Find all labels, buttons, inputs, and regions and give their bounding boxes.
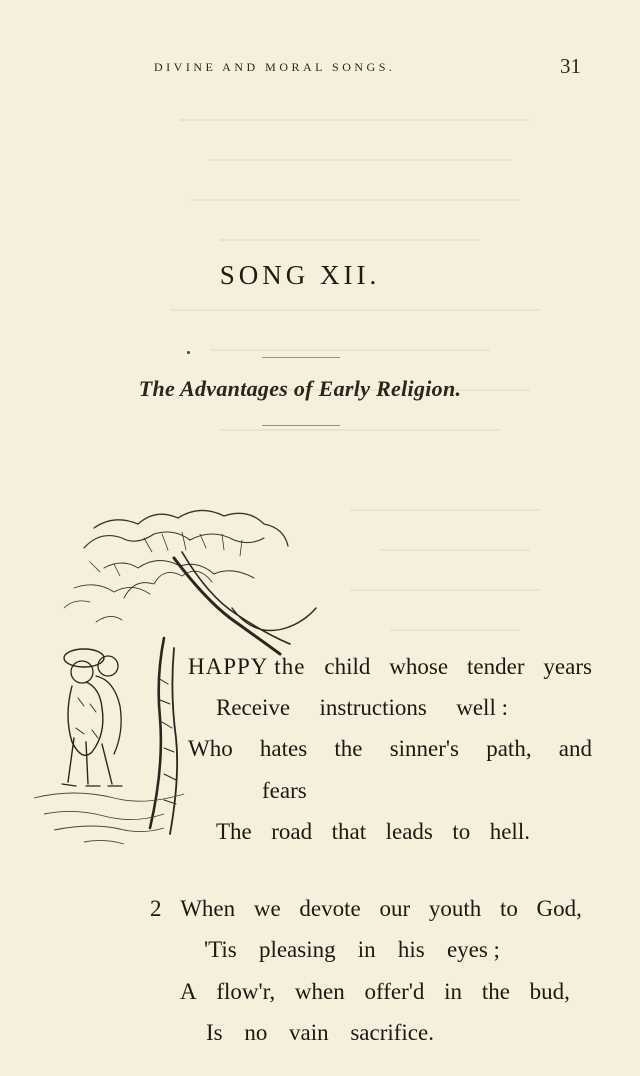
song-title: SONG XII. (219, 260, 381, 290)
word: and (558, 736, 592, 761)
word: Who (188, 736, 233, 761)
word: in (357, 937, 376, 962)
word: whose (389, 654, 449, 679)
word: that (331, 819, 367, 844)
divider-rule-bottom (262, 425, 340, 426)
verse-1-line-4 (262, 778, 307, 804)
word: When (180, 896, 236, 921)
word: hell. (489, 819, 530, 844)
running-title: DIVINE AND MORAL SONGS. (154, 60, 396, 74)
word: vain (289, 1020, 329, 1045)
word: bud, (529, 979, 570, 1004)
verse-2-line-2 (204, 937, 500, 963)
verse-2-line-1 (150, 896, 582, 922)
word: road (271, 819, 313, 844)
song-subtitle: The Advantages of Early Religion. (138, 376, 462, 401)
word: sinner's (389, 736, 460, 761)
word: eyes ; (446, 937, 500, 962)
tree-foliage (64, 510, 288, 622)
word: A (180, 979, 197, 1004)
word: Receive (216, 695, 291, 720)
verse-1-line-5 (216, 819, 530, 845)
word: HAPPY the (188, 654, 306, 679)
word: path, (486, 736, 532, 761)
word: flow'r, (216, 979, 276, 1004)
verse-1-line-1 (188, 654, 592, 680)
verse-number: 2 (150, 896, 162, 921)
word: instructions (319, 695, 427, 720)
word: his (397, 937, 425, 962)
word: hates (259, 736, 308, 761)
verse-1-line-3 (188, 736, 592, 762)
word: no (244, 1020, 268, 1045)
word: to (499, 896, 518, 921)
ornament-dot (187, 351, 190, 354)
word: in (444, 979, 463, 1004)
word: when (294, 979, 345, 1004)
word: The (216, 819, 252, 844)
word: leads (385, 819, 433, 844)
word: youth (428, 896, 482, 921)
word: the (334, 736, 363, 761)
verse-2-line-3 (180, 979, 570, 1005)
word: we (253, 896, 281, 921)
word: fears (262, 778, 307, 803)
word: years (543, 654, 592, 679)
page-number: 31 (560, 54, 581, 78)
word: child (324, 654, 371, 679)
word: sacrifice. (350, 1020, 434, 1045)
engraving-illustration (24, 498, 354, 868)
word: the (481, 979, 510, 1004)
word: to (452, 819, 471, 844)
word: tender (467, 654, 525, 679)
word: Is (206, 1020, 223, 1045)
ground-hatching (34, 793, 184, 844)
word: well : (456, 695, 508, 720)
word: pleasing (258, 937, 336, 962)
divider-rule-top (262, 357, 340, 358)
word: our (379, 896, 411, 921)
word: God, (536, 896, 582, 921)
verse-2-line-4 (206, 1020, 434, 1046)
word: 'Tis (204, 937, 237, 962)
word: offer'd (364, 979, 425, 1004)
children-figures (62, 649, 122, 786)
verse-1-line-2 (216, 695, 508, 721)
word: devote (299, 896, 361, 921)
